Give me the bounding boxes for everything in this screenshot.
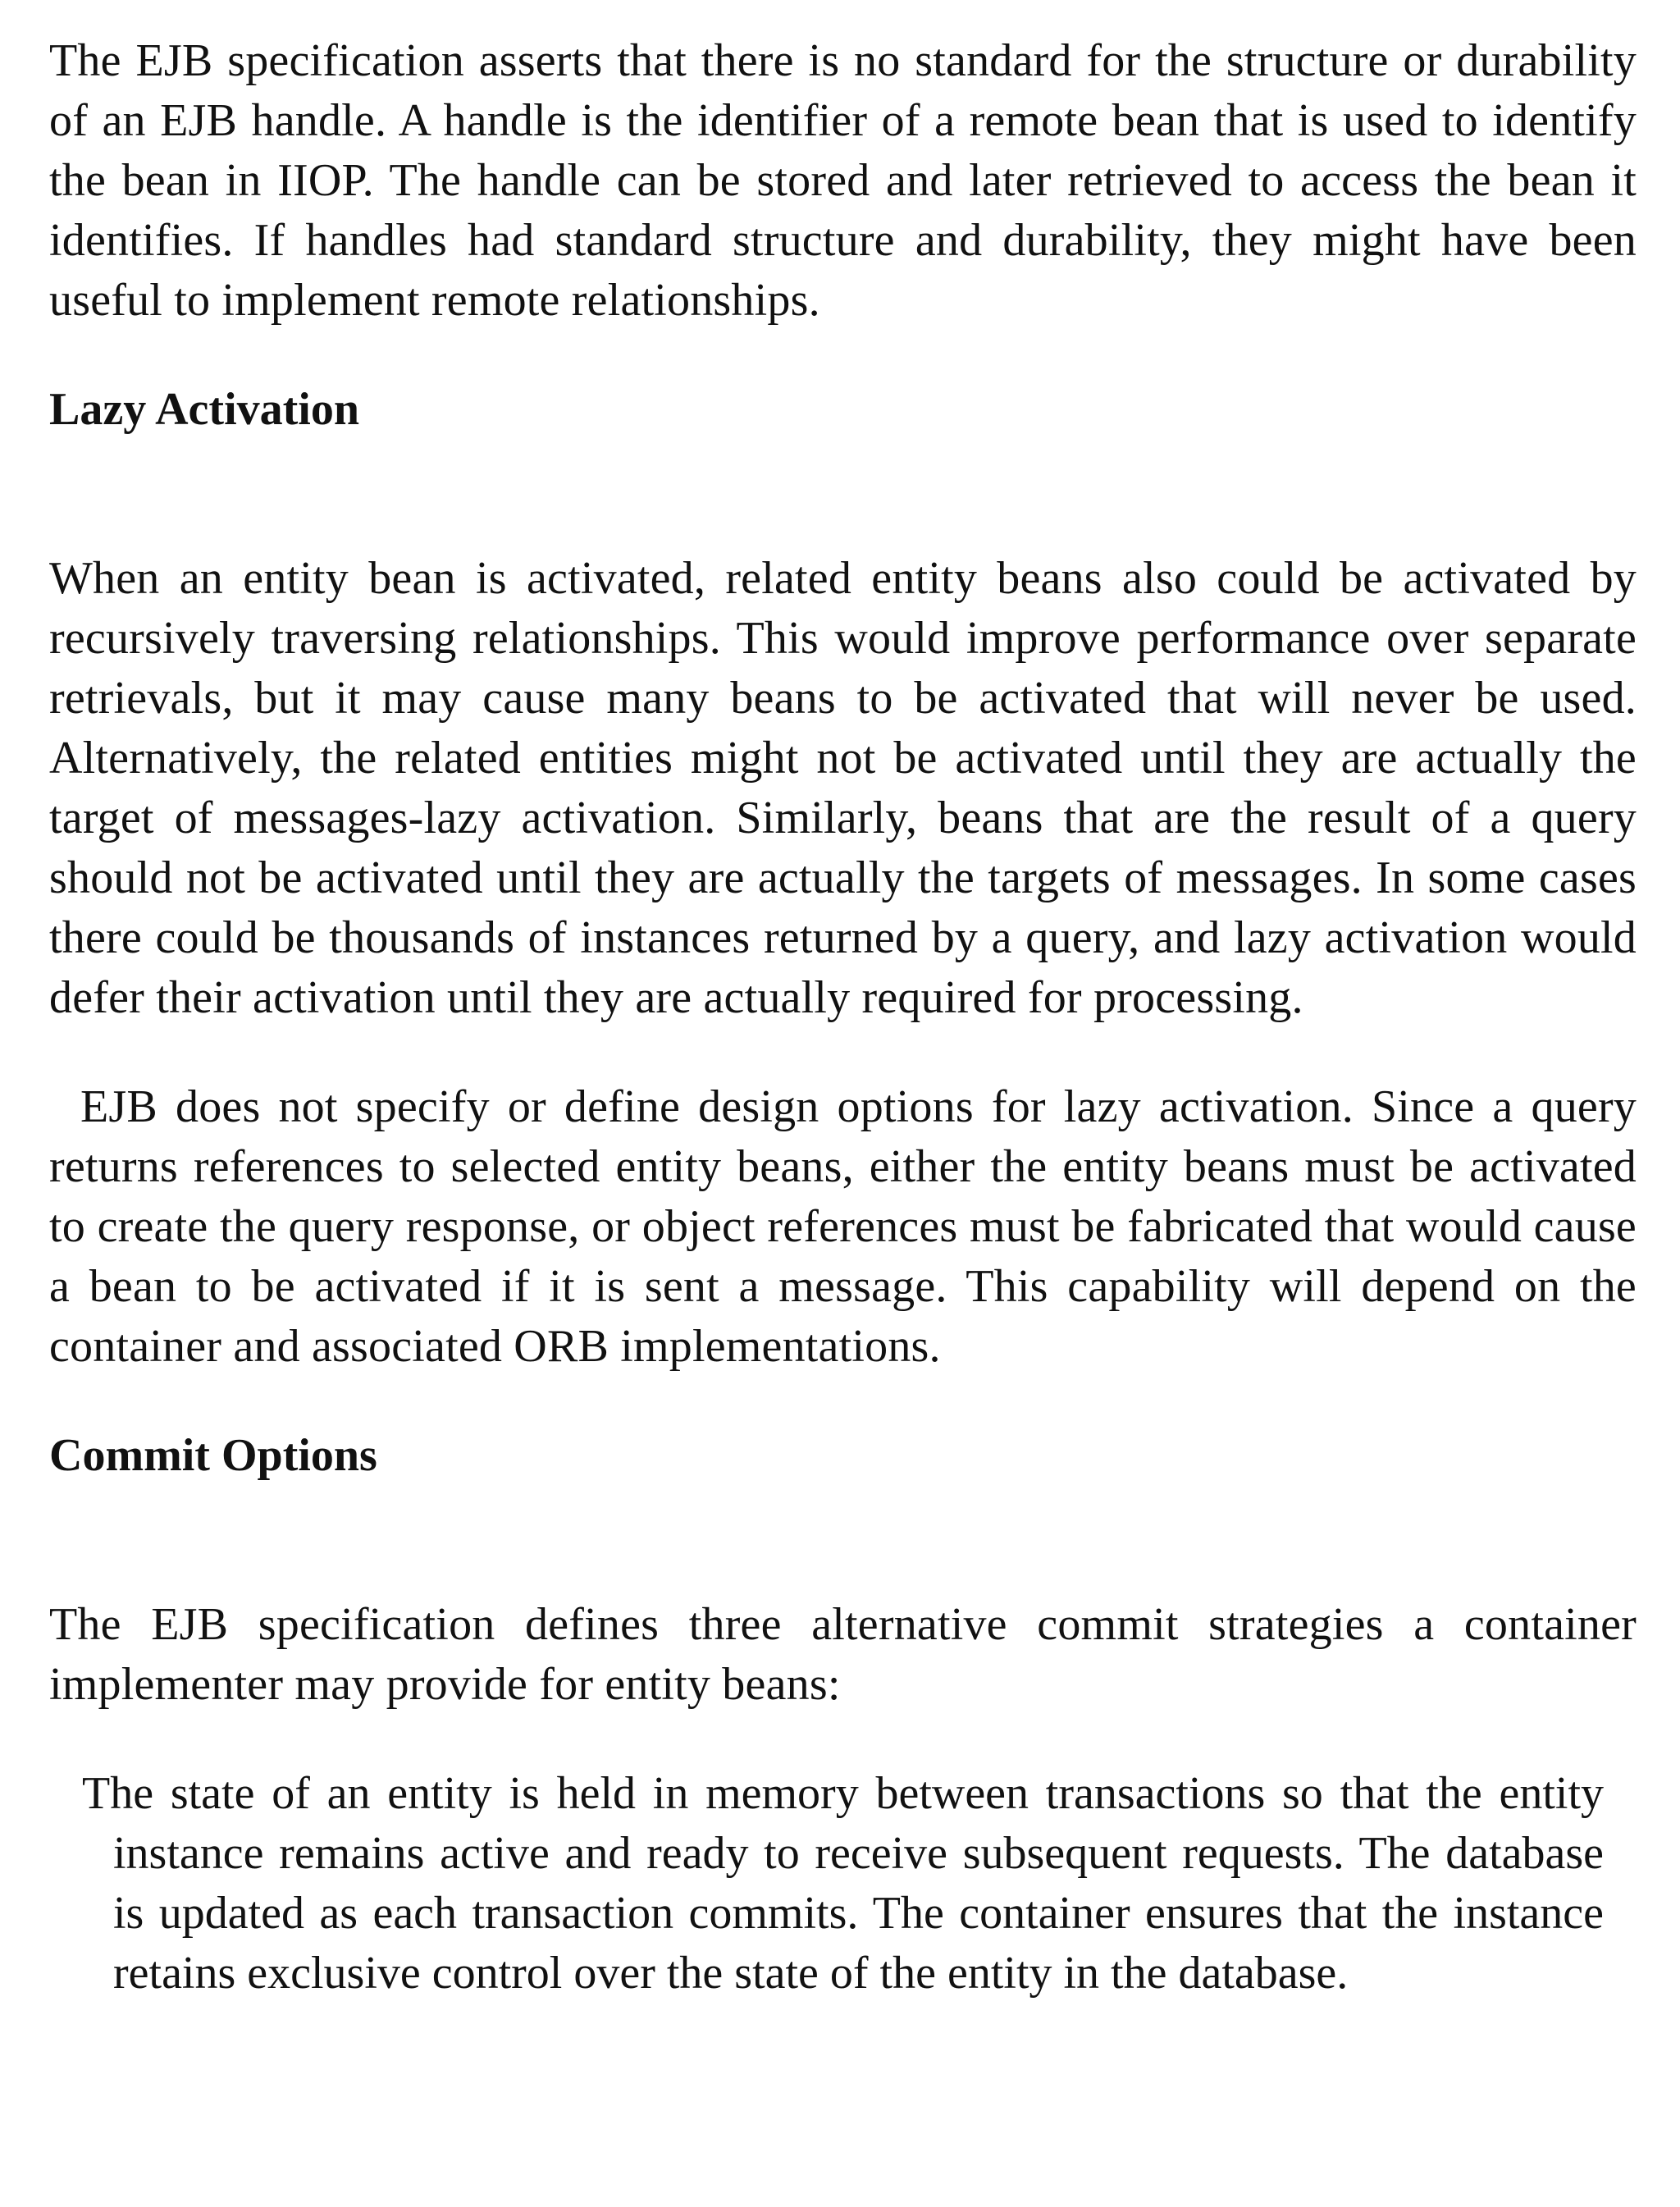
paragraph-lazy-activation-2: EJB does not specify or define design options for lazy activation. Since a query returns references to selected entity beans, either the entity beans must be activated to create the query response, or object references must be fabricated that would cause a bean to be activated if it is sent a message. This capability will depend on the container and associated ORB implementations. (49, 1081, 1637, 1372)
paragraph-ejb-handle: The EJB specification asserts that there is no standard for the structure or durability of an EJB handle. A handle is the identifier of a remote bean that is used to identify the bean in IIOP. The handle can be stored and later retrieved to access the bean it identifies. If handles had standard structure and durability, they might have been useful to implement remote relationships. (49, 35, 1637, 326)
commit-options-list (49, 1764, 1637, 2004)
document-page (49, 31, 1637, 2004)
list-item: The state of an entity is held in memory between transactions so that the entity instance remains active and ready to receive subsequent requests. The database is updated as each transaction commits. The container ensures that the instance retains exclusive control over the state of the entity in the database. (82, 1768, 1604, 1999)
heading-commit-options: Commit Options (49, 1430, 377, 1481)
heading-lazy-activation: Lazy Activation (49, 384, 359, 435)
paragraph-lazy-activation-1: When an entity bean is activated, related entity beans also could be activated by recursively traversing relationships. This would improve performance over separate retrievals, but it may cause many beans to be activated that will never be used. Alternatively, the related entities might not be activated until they are actually the target of messages-lazy activation. Similarly, beans that are the result of a query should not be activated until they are actually the targets of messages. In some cases there could be thousands of instances returned by a query, and lazy activation would defer their activation until they are actually required for processing. (49, 553, 1637, 1023)
paragraph-commit-intro: The EJB specification defines three alternative commit strategies a container implementer may provide for entity beans: (49, 1599, 1637, 1710)
